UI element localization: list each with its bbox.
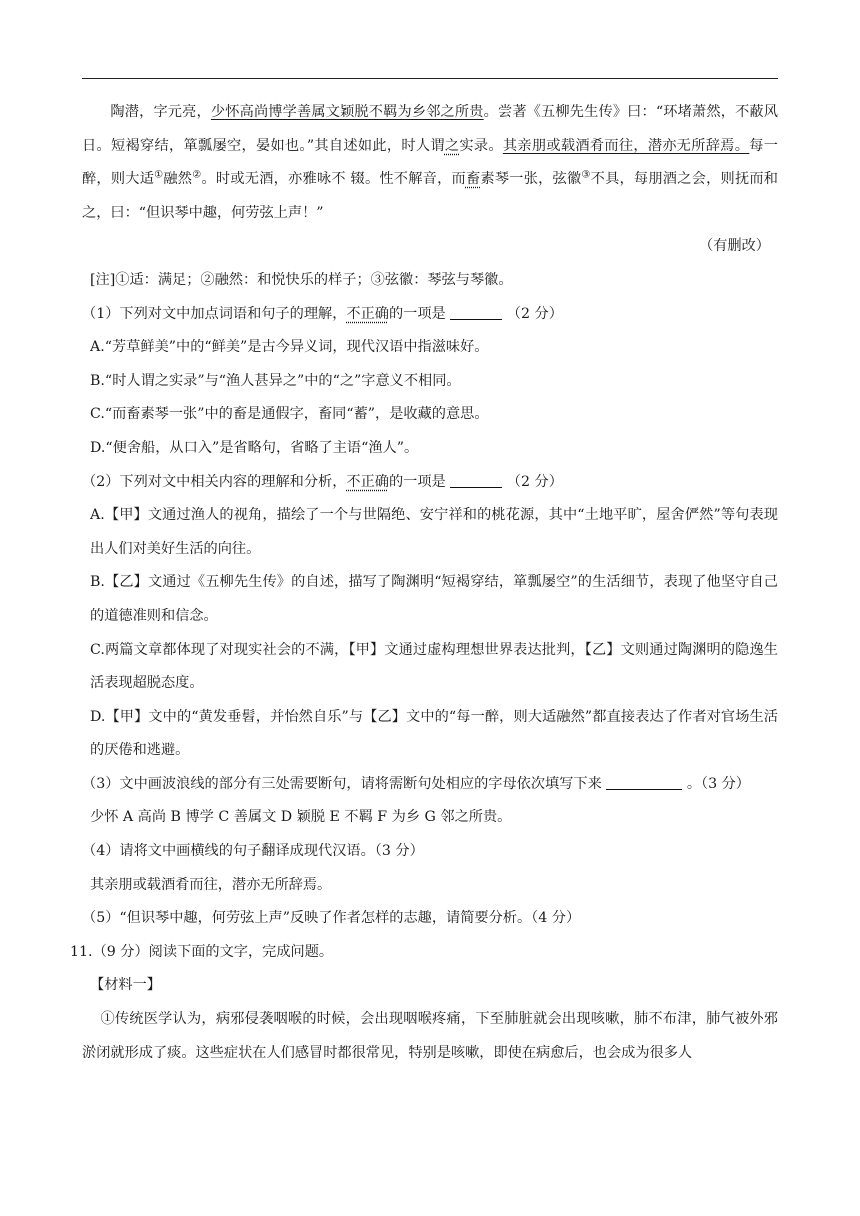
question-text: 的一项是 xyxy=(388,305,446,322)
question-text: （2）下列对文中相关内容的理解和分析， xyxy=(82,473,347,490)
passage-text: 。时或无酒，亦雅咏不 辍。性不解音，而 xyxy=(201,171,466,188)
material-paragraph: ①传统医学认为，病邪侵袭咽喉的时候，会出现咽喉疼痛，下至肺脏就会出现咳嗽，肺不布津，肺气被外邪淤闭就形成了痰。这些症状在人们感冒时都很常见，特别是咳嗽，即使在病愈后，也会成为很多人 xyxy=(82,1011,778,1061)
passage-text: 素琴一张，弦徽 xyxy=(480,171,582,188)
q1-option: A.“芳草鲜美”中的“鲜美”是古今异义词，现代汉语中指滋味好。 xyxy=(90,339,489,356)
source-note: （有删改） xyxy=(699,238,770,255)
q2-option: A.【甲】文通过渔人的视角，描绘了一个与世隔绝、安宁祥和的桃花源，其中“土地平旷，屋舍俨然”等句表现出人们对美好生活的向往。 xyxy=(90,507,778,557)
passage-text: 陶潜，字元亮， xyxy=(110,104,211,120)
footnote-marker: ② xyxy=(192,169,202,181)
question-4: （4）请将文中画横线的句子翻译成现代汉语。（3 分） xyxy=(82,843,424,860)
answer-blank[interactable] xyxy=(450,301,502,320)
question-3 xyxy=(82,768,778,802)
q4-sentence: 其亲朋或载酒肴而往，潜亦无所辞焉。 xyxy=(90,876,332,893)
footnote-marker: ③ xyxy=(581,169,591,181)
material-title: 【材料一】 xyxy=(90,977,161,994)
q2-option: B.【乙】文通过《五柳先生传》的自述，描写了陶渊明“短褐穿结，箪瓢屡空”的生活细节，表现了他坚守自己的道德准则和信念。 xyxy=(90,574,778,624)
answer-blank[interactable] xyxy=(450,469,502,488)
question-2 xyxy=(82,466,778,500)
question-11: 11.（9 分）阅读下面的文字，完成问题。 xyxy=(70,943,334,960)
question-score: 。（3 分） xyxy=(686,775,750,792)
wavy-underlined-sentence: 少怀高尚博学善属文颖脱不羁为乡邻之所贵 xyxy=(210,104,484,120)
question-1 xyxy=(82,298,778,332)
dotted-word: 不正确 xyxy=(346,305,389,322)
dotted-word: 之 xyxy=(444,137,460,154)
q3-sentence: 少怀 A 高尚 B 博学 C 善属文 D 颖脱 E 不羁 F 为乡 G 邻之所贵。 xyxy=(90,809,512,826)
question-score: （2 分） xyxy=(506,473,563,490)
q2-option: D.【甲】文中的“黄发垂髫，并怡然自乐”与【乙】文中的“每一醉，则大适融然”都直接表达了作者对官场生活的厌倦和逃避。 xyxy=(90,708,778,759)
passage-text: 。尝著《五柳先生传》曰：“环堵萧然，不蔽风日。短褐穿结，箪瓢屡空，晏如也。”其自述如此，时人谓 xyxy=(82,104,778,154)
question-text: （3）文中画波浪线的部分有三处需要断句，请将需断句处相应的字母依次填写下来 xyxy=(82,775,602,792)
annotation-notes: [注]①适：满足；②融然：和悦快乐的样子；③弦徽：琴弦与琴徽。 xyxy=(90,271,513,288)
q1-option: D.“便舍船，从口入”是省略句，省略了主语“渔人”。 xyxy=(90,439,419,456)
question-score: （2 分） xyxy=(506,305,563,322)
dotted-word: 畜 xyxy=(465,171,481,188)
q1-option: C.“而畜素琴一张”中的畜是通假字，畜同“蓄”，是收藏的意思。 xyxy=(90,406,489,423)
header-rule xyxy=(82,78,778,79)
document-page xyxy=(70,96,778,1070)
question-text: （1）下列对文中加点词语和句子的理解， xyxy=(82,305,347,322)
dotted-word: 不正确 xyxy=(346,473,389,490)
footnote-marker: ① xyxy=(154,169,164,181)
answer-blank[interactable] xyxy=(606,771,682,790)
q2-option: C.两篇文章都体现了对现实社会的不满，【甲】文通过虚构理想世界表达批判，【乙】文则通过陶渊明的隐逸生活表现超脱态度。 xyxy=(90,641,778,692)
question-5: （5）“但识琴中趣，何劳弦上声”反映了作者怎样的志趣，请简要分析。（4 分） xyxy=(82,910,581,927)
q1-option: B.“时人谓之实录”与“渔人甚异之”中的“之”字意义不相同。 xyxy=(90,372,461,389)
passage-text: 不具，每朋酒之会，则抚而和之，曰：“但识琴中趣，何劳弦上声！” xyxy=(82,171,778,221)
passage-text: 实录。 xyxy=(459,137,503,154)
passage-text: 每一醉，则大适 xyxy=(82,137,778,188)
passage-paragraph xyxy=(82,96,778,230)
passage-text: 融然 xyxy=(163,171,193,188)
question-text: 的一项是 xyxy=(388,473,446,490)
underlined-sentence: 其亲朋或载酒肴而往，潜亦无所辞焉。 xyxy=(502,137,750,154)
